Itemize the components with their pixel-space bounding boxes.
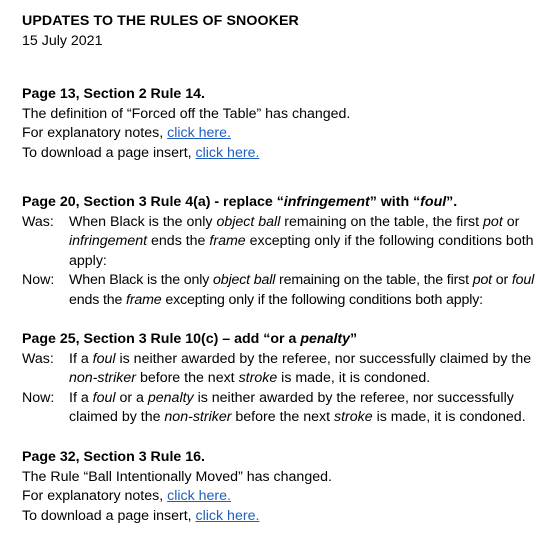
heading-text: ” bbox=[350, 331, 358, 347]
heading-text: ”. bbox=[446, 194, 458, 210]
text-run: ends the bbox=[69, 291, 127, 308]
term: infringement bbox=[69, 233, 148, 249]
was-row bbox=[22, 213, 556, 272]
document-date: 15 July 2021 bbox=[22, 32, 103, 49]
text-run: before the next bbox=[231, 409, 334, 425]
section-description: The definition of “Forced off the Table” has changed. bbox=[22, 105, 351, 122]
text-run: before the next bbox=[136, 370, 239, 386]
now-label: Now: bbox=[22, 389, 55, 406]
update-section-rule-10c bbox=[22, 330, 556, 428]
text-run: is made, it is condoned. bbox=[277, 370, 431, 386]
term: object ball bbox=[216, 213, 281, 230]
page-insert-link[interactable]: click here. bbox=[195, 507, 260, 524]
heading-emphasis: penalty bbox=[300, 331, 351, 347]
update-section-rule-14 bbox=[22, 85, 556, 163]
text-run: If a bbox=[69, 389, 93, 406]
section-heading bbox=[22, 330, 556, 350]
now-text bbox=[69, 389, 556, 428]
text-run: or a bbox=[115, 389, 148, 406]
text-run: When Black is the only bbox=[69, 213, 217, 230]
section-heading bbox=[22, 193, 556, 213]
term: frame bbox=[126, 291, 162, 308]
page-insert-line bbox=[22, 507, 556, 527]
explanatory-notes-link[interactable]: click here. bbox=[167, 125, 231, 141]
text-run: If a bbox=[69, 350, 93, 367]
heading-text: Page 25, Section 3 Rule 10(c) – add “or a bbox=[22, 331, 301, 347]
term: pot bbox=[472, 272, 492, 288]
explanatory-notes-link[interactable]: click here. bbox=[167, 488, 231, 504]
text-run: is neither awarded by the referee, nor successfully claimed by the bbox=[115, 350, 532, 367]
section-description: The Rule “Ball Intentionally Moved” has changed. bbox=[22, 468, 332, 485]
page-insert-link[interactable]: click here. bbox=[195, 144, 260, 161]
text-run: or bbox=[491, 272, 512, 288]
term: penalty bbox=[147, 389, 194, 406]
text-run: excepting only if the following conditions both apply: bbox=[161, 291, 483, 308]
text-run: excepting only if the following conditions both apply: bbox=[69, 233, 534, 269]
page-insert-line bbox=[22, 144, 556, 164]
term: foul bbox=[511, 272, 535, 288]
section-heading: Page 32, Section 3 Rule 16. bbox=[22, 449, 205, 465]
document-title: UPDATES TO THE RULES OF SNOOKER bbox=[22, 13, 299, 29]
notes-label: For explanatory notes, bbox=[22, 125, 168, 141]
was-label: Was: bbox=[22, 350, 54, 367]
term: non-striker bbox=[164, 409, 232, 425]
term: foul bbox=[92, 389, 116, 406]
now-label: Now: bbox=[22, 272, 55, 288]
now-row bbox=[22, 389, 556, 428]
text-run: ends the bbox=[147, 233, 210, 249]
heading-text: Page 20, Section 3 Rule 4(a) - replace “ bbox=[22, 194, 284, 210]
was-label: Was: bbox=[22, 213, 54, 230]
term: foul bbox=[92, 350, 116, 367]
update-section-rule-4a bbox=[22, 193, 556, 310]
text-run: remaining on the table, the first bbox=[280, 213, 484, 230]
section-heading: Page 13, Section 2 Rule 14. bbox=[22, 86, 205, 102]
text-run: is neither awarded by the referee, nor successfully claimed by the bbox=[69, 389, 514, 425]
explanatory-notes-line bbox=[22, 124, 556, 144]
now-text bbox=[69, 271, 556, 310]
update-section-rule-16 bbox=[22, 448, 556, 526]
notes-label: For explanatory notes, bbox=[22, 488, 168, 504]
insert-label: To download a page insert, bbox=[22, 144, 196, 161]
term: stroke bbox=[334, 409, 373, 425]
heading-emphasis: infringement bbox=[283, 194, 370, 210]
was-text bbox=[69, 213, 556, 272]
term: non-striker bbox=[69, 370, 137, 386]
explanatory-notes-line bbox=[22, 487, 556, 507]
term: frame bbox=[209, 233, 246, 249]
text-run: When Black is the only bbox=[69, 272, 214, 288]
was-row bbox=[22, 350, 556, 389]
term: object ball bbox=[213, 272, 276, 288]
term: pot bbox=[483, 213, 503, 230]
now-row bbox=[22, 271, 556, 310]
text-run: remaining on the table, the first bbox=[275, 272, 473, 288]
document-header bbox=[22, 12, 554, 51]
was-text bbox=[69, 350, 556, 389]
term: stroke bbox=[238, 370, 278, 386]
insert-label: To download a page insert, bbox=[22, 507, 196, 524]
text-run: is made, it is condoned. bbox=[372, 409, 526, 425]
text-run: or bbox=[502, 213, 520, 230]
heading-emphasis: foul bbox=[420, 194, 447, 210]
heading-text: ” with “ bbox=[369, 194, 421, 210]
